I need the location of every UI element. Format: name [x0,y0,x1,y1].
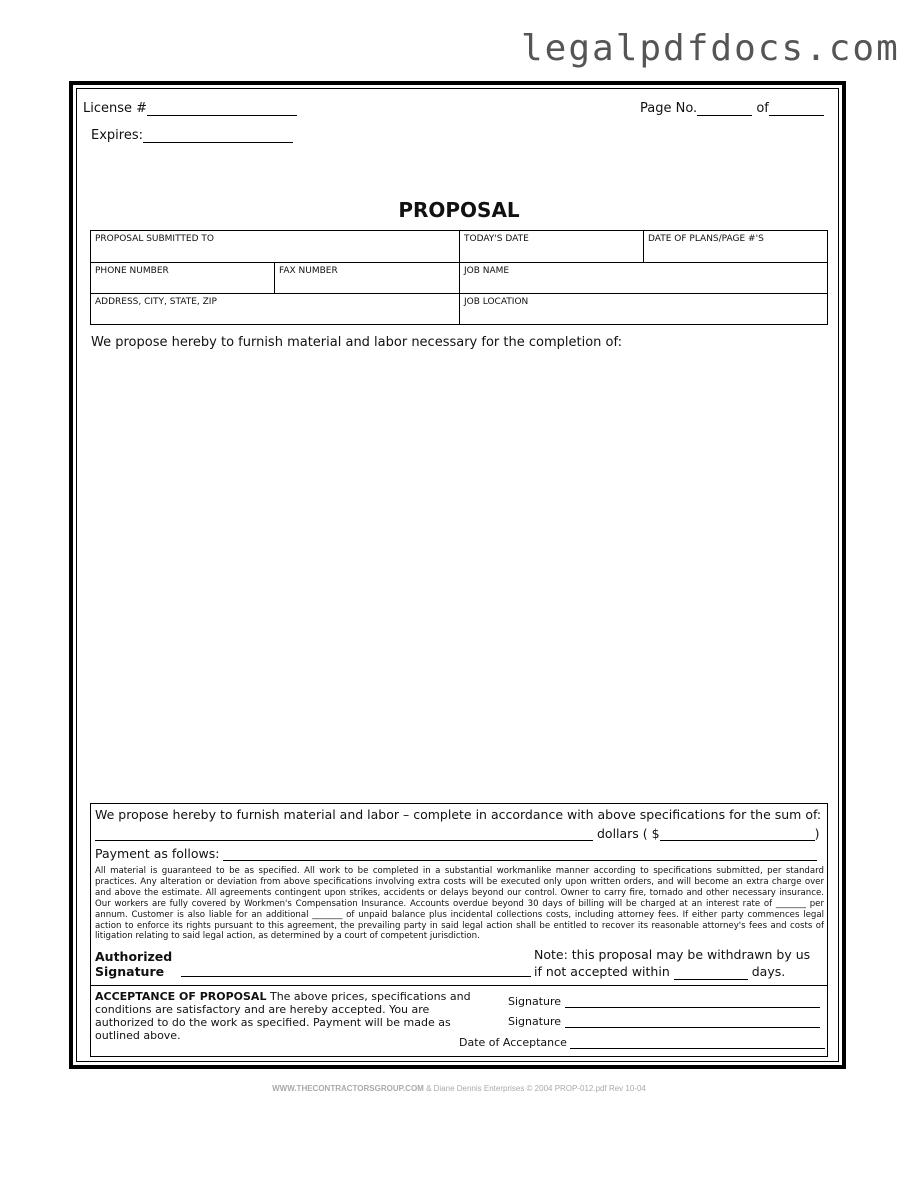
todays-date-label: TODAY'S DATE [464,234,529,244]
dollars-label: dollars ( $ [596,826,660,841]
footer [0,1084,918,1093]
authorized-label-line2: Signature [95,964,165,979]
of-label: of [756,101,769,116]
license-label: License # [83,101,148,116]
job-location-label: JOB LOCATION [464,297,529,307]
date-of-acceptance-row [459,1036,825,1049]
signature2-row [508,1015,820,1028]
terms-text: All material is guaranteed to be as specified. All work to be completed in a substantial workmanlike manner according to specifications submitted, per standard practices. Any alteration or deviation from above specifications involving extra costs will be executed only upon written orders, and will become an extra charge over and above the estimate. All agreements contingent upon strikes, accidents or delays beyond our control. Owner to carry fire, tornado and other necessary insurance. Our workers are fully covered by Workmen's Compensation Insurance. Accounts overdue beyond 30 days of billing will be charged at an interest rate of _______ per annum. Customer is also liable for an additional _______ of unpaid balance plus incidental collections costs, including attorney fees. If either party commences legal action to enforce its rights pursuant to this agreement, the prevailing party in said legal action shall be entitled to recover its reasonable attorney's fees and costs of litigation relating to said legal action, as determined by a court of competent jurisdiction. [95,866,824,942]
page-total-field[interactable] [769,101,824,116]
license-row [83,101,297,116]
sum-amount-field[interactable] [660,826,815,841]
expires-field[interactable] [143,128,293,143]
payment-label: Payment as follows: [95,846,220,861]
authorized-signature-field[interactable] [181,962,531,977]
date-of-acceptance-label: Date of Acceptance [459,1036,567,1049]
expires-row [91,128,293,143]
footer-credit: & Diane Dennis Enterprises © 2004 PROP-012.pdf Rev 10-04 [426,1084,646,1093]
address-field[interactable] [90,293,460,325]
withdraw-note-line2 [534,963,810,980]
authorized-label [95,949,172,979]
submitted-to-field[interactable] [90,230,460,263]
work-description-area[interactable] [90,360,828,790]
payment-row [95,846,817,861]
expires-label: Expires: [91,128,143,143]
watermark: legalpdfdocs.com [521,28,900,69]
signature1-label: Signature [508,995,562,1008]
license-field[interactable] [147,101,297,116]
date-of-plans-label: DATE OF PLANS/PAGE #'S [648,234,764,244]
sum-words-field[interactable] [95,826,593,841]
page-no-label: Page No. [640,101,698,116]
date-of-acceptance-field[interactable] [570,1036,825,1049]
acceptance-divider [91,985,827,986]
days-label: days. [751,964,786,979]
todays-date-field[interactable] [459,230,644,263]
signature2-field[interactable] [565,1015,820,1028]
payment-field[interactable] [223,846,817,861]
page-no-field[interactable] [697,101,752,116]
fax-label: FAX NUMBER [279,266,338,276]
close-paren: ) [814,826,820,841]
acceptance-body: The above prices, specifications and conditions are satisfactory and are hereby accepted. You are authorized to do the work as specified. Payment will be made as outlined above. [95,990,471,1042]
propose-statement: We propose hereby to furnish material and labor necessary for the completion of: [91,335,622,350]
acceptance-text [95,990,485,1042]
page-title: PROPOSAL [398,198,520,222]
signature1-field[interactable] [565,995,820,1008]
job-location-field[interactable] [459,293,828,325]
job-name-field[interactable] [459,262,828,294]
job-name-label: JOB NAME [464,266,510,276]
withdraw-note [534,946,810,980]
date-of-plans-field[interactable] [643,230,828,263]
signature2-label: Signature [508,1015,562,1028]
sum-intro: We propose hereby to furnish material and labor – complete in accordance with above specifications for the sum of: [95,807,822,822]
signature1-row [508,995,820,1008]
phone-field[interactable] [90,262,275,294]
acceptance-heading: ACCEPTANCE OF PROPOSAL [95,990,267,1003]
sum-row [95,826,820,841]
fax-field[interactable] [274,262,460,294]
page-no-row [640,101,824,116]
withdraw-note-line1: Note: this proposal may be withdrawn by us [534,947,811,962]
address-label: ADDRESS, CITY, STATE, ZIP [95,297,217,307]
withdraw-days-field[interactable] [674,966,748,980]
authorized-label-line1: Authorized [95,949,173,964]
footer-site: WWW.THECONTRACTORSGROUP.COM [272,1084,424,1093]
submitted-to-label: PROPOSAL SUBMITTED TO [95,234,214,244]
withdraw-note-text: if not accepted within [534,964,670,979]
sum-box [90,803,828,1057]
phone-label: PHONE NUMBER [95,266,169,276]
